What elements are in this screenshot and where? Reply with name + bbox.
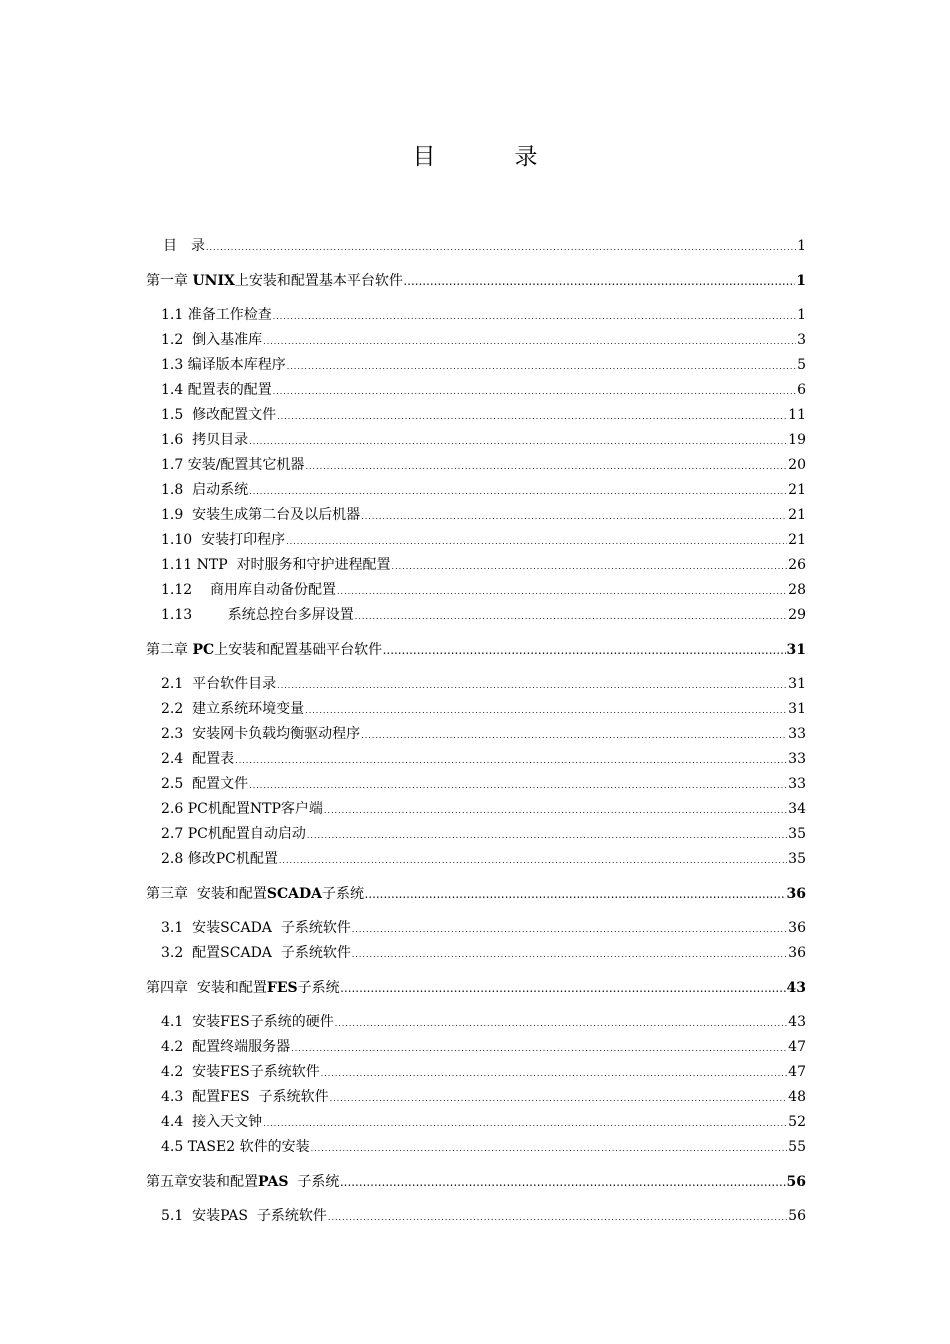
toc-page-number: 31 [788,676,806,692]
toc-page-number: 5 [797,357,806,373]
toc-leader-dots [287,354,796,379]
toc-leader-dots [328,1205,787,1230]
toc-entry[interactable] [146,722,806,747]
toc-entry-title-bold: FES [266,980,298,996]
toc-leader-dots [365,883,785,908]
toc-chapter-entry[interactable] [146,882,806,907]
toc-entry-title: 配置表 [192,751,235,767]
toc-entry-number: 1.10 [161,532,202,548]
toc-leader-dots [361,504,787,529]
toc-entry-number: 1.9 [161,507,193,523]
toc-entry-title-bold: SCADA [266,886,323,902]
toc-chapter-entry[interactable] [146,269,806,294]
toc-entry[interactable] [146,1204,806,1229]
toc-entry-title: 拷贝目录 [192,432,249,448]
toc-entry-number: 1.2 [161,332,193,348]
toc-entry[interactable] [146,478,806,503]
toc-entry-title-bold: PC [192,642,215,658]
toc-entry-title: 第五章安装和配置 [146,1174,258,1190]
toc-entry[interactable] [146,428,806,453]
toc-leader-dots [337,579,787,604]
toc-entry-title: 第三章 安装和配置 [146,886,267,902]
toc-entry-title: 第一章 [146,273,193,289]
toc-leader-dots [352,942,787,967]
toc-page-number: 11 [788,407,806,423]
toc-entry-title: NTP 对时服务和守护进程配置 [196,557,391,573]
toc-entry[interactable] [146,528,806,553]
toc-entry[interactable] [146,822,806,847]
toc-entry[interactable] [146,672,806,697]
toc-leader-dots [277,673,787,698]
toc-entry-title: 目 录 [163,238,205,254]
toc-entry-number: 3.2 [161,945,193,961]
toc-leader-dots [335,1011,787,1036]
toc-entry-number: 4.1 [161,1014,193,1030]
toc-page-number: 19 [788,432,806,448]
toc-page-number: 21 [788,482,806,498]
toc-entry-title: 接入天文钟 [192,1114,263,1130]
toc-entry-title: 配置文件 [192,776,249,792]
toc-entry-title: 配置SCADA 子系统软件 [192,945,351,961]
toc-entry[interactable] [146,328,806,353]
toc-page-number: 1 [797,307,806,323]
toc-chapter-entry[interactable] [146,638,806,663]
toc-entry-title-bold: UNIX [192,273,235,289]
toc-leader-dots [273,379,796,404]
toc-page-number: 56 [786,1174,806,1190]
toc-leader-dots [291,1036,787,1061]
toc-entry-title: PC机配置NTP客户端 [187,801,323,817]
toc-page-number: 29 [788,607,806,623]
toc-leader-dots [305,454,787,479]
toc-leader-dots [263,329,796,354]
toc-page-number: 20 [788,457,806,473]
toc-entry-title: 安装PAS 子系统软件 [192,1208,327,1224]
toc-page-number: 33 [788,726,806,742]
toc-entry-number: 2.2 [161,701,193,717]
toc-entry-title-bold: PAS [258,1174,289,1190]
toc-page-number: 52 [788,1114,806,1130]
toc-entry-number: 4.3 [161,1089,193,1105]
toc-entry-title-suffix: 子系统 [288,1174,340,1190]
toc-entry[interactable] [146,453,806,478]
toc-entry-number: 4.2 [161,1064,193,1080]
toc-entry-title: 倒入基准库 [192,332,263,348]
toc-entry[interactable] [146,234,806,259]
toc-leader-dots [305,698,787,723]
toc-leader-dots [361,723,787,748]
toc-entry[interactable] [146,1060,806,1085]
toc-leader-dots [330,1086,788,1111]
toc-entry[interactable] [146,353,806,378]
toc-leader-dots [286,529,787,554]
toc-page-number: 35 [788,826,806,842]
toc-leader-dots [341,977,786,1002]
toc-entry-number: 1.11 [161,557,197,573]
toc-page-number: 1 [797,238,806,254]
toc-entry[interactable] [146,1085,806,1110]
toc-page-number: 35 [788,851,806,867]
toc-page-number: 36 [788,945,806,961]
toc-leader-dots [249,479,787,504]
toc-entry-number: 4.4 [161,1114,193,1130]
toc-entry-number: 2.4 [161,751,193,767]
toc-leader-dots [355,604,787,629]
toc-entry-number: 3.1 [161,920,193,936]
toc-leader-dots [206,235,796,260]
toc-entry-title: 安装SCADA 子系统软件 [192,920,351,936]
toc-chapter-entry[interactable] [146,976,806,1001]
toc-page-number: 47 [788,1039,806,1055]
toc-entry-title: 建立系统环境变量 [192,701,305,717]
toc-entry-number: 1.5 [161,407,193,423]
toc-page-number: 56 [788,1208,806,1224]
page-title: 目 录 [412,144,566,170]
toc-entry-number: 1.4 [161,382,188,398]
toc-entry-title: 平台软件目录 [192,676,277,692]
table-of-contents [146,234,806,1229]
toc-entry-number: 1.7 [161,457,188,473]
toc-entry[interactable] [146,747,806,772]
toc-entry-title: 安装FES子系统的硬件 [192,1014,334,1030]
toc-entry[interactable] [146,797,806,822]
toc-leader-dots [235,748,787,773]
toc-leader-dots [340,1171,785,1196]
toc-entry[interactable] [146,941,806,966]
toc-entry-title-suffix: 子系统 [297,980,340,996]
toc-entry-number: 1.8 [161,482,193,498]
toc-entry-title: 系统总控台多屏设置 [227,607,354,623]
toc-entry-title: 第四章 安装和配置 [146,980,267,996]
toc-entry[interactable] [146,1010,806,1035]
toc-entry-number: 1.12 [161,582,210,598]
toc-entry-title-suffix: 上安装和配置基础平台软件 [214,642,383,658]
toc-entry-number: 1.6 [161,432,193,448]
toc-entry-number: 2.7 [161,826,188,842]
toc-entry[interactable] [146,916,806,941]
toc-entry-number: 2.8 [161,851,188,867]
toc-page-number: 43 [786,980,806,996]
toc-entry[interactable] [146,378,806,403]
toc-leader-dots [263,1111,787,1136]
toc-page-number: 21 [788,507,806,523]
toc-entry-title: 配置FES 子系统软件 [192,1089,329,1105]
toc-leader-dots [392,554,788,579]
toc-entry-title: 安装生成第二台及以后机器 [192,507,361,523]
toc-entry[interactable] [146,847,806,872]
toc-page-number: 47 [788,1064,806,1080]
toc-entry-title: TASE2 软件的安装 [187,1139,310,1155]
toc-leader-dots [324,798,787,823]
toc-entry-title: 第二章 [146,642,193,658]
toc-page-number: 3 [797,332,806,348]
toc-entry[interactable] [146,697,806,722]
toc-entry-number: 2.5 [161,776,193,792]
toc-entry[interactable] [146,578,806,603]
toc-page-number: 43 [788,1014,806,1030]
toc-leader-dots [383,639,785,664]
toc-chapter-entry[interactable] [146,1170,806,1195]
toc-entry-title: 安装FES子系统软件 [192,1064,320,1080]
toc-page-number: 31 [788,701,806,717]
toc-page-number: 21 [788,532,806,548]
toc-leader-dots [311,1136,788,1161]
toc-entry-title-suffix: 上安装和配置基本平台软件 [234,273,403,289]
toc-entry-title: PC机配置自动启动 [187,826,306,842]
toc-entry[interactable] [146,1035,806,1060]
toc-entry-title: 修改配置文件 [192,407,277,423]
toc-page-number: 36 [788,920,806,936]
toc-leader-dots [352,917,787,942]
toc-entry-number: 1.3 [161,357,188,373]
toc-page-number: 6 [797,382,806,398]
toc-leader-dots [273,304,796,329]
toc-leader-dots [277,404,787,429]
toc-page-number: 36 [786,886,806,902]
toc-leader-dots [321,1061,787,1086]
toc-page-number: 31 [786,642,806,658]
toc-entry-number: 4.5 [161,1139,188,1155]
toc-entry[interactable] [146,772,806,797]
toc-entry[interactable] [146,1135,806,1160]
toc-page-number: 33 [788,751,806,767]
toc-entry-title: 准备工作检查 [187,307,272,323]
toc-entry[interactable] [146,303,806,328]
toc-entry-title: 配置终端服务器 [192,1039,291,1055]
toc-entry[interactable] [146,403,806,428]
toc-entry[interactable] [146,603,806,628]
toc-entry[interactable] [146,503,806,528]
toc-entry-title: 启动系统 [192,482,249,498]
toc-entry-title: 修改PC机配置 [187,851,278,867]
toc-page-number: 26 [788,557,806,573]
toc-page-number: 33 [788,776,806,792]
toc-page-number: 28 [788,582,806,598]
toc-entry-number: 5.1 [161,1208,193,1224]
toc-entry-number: 1.13 [161,607,228,623]
toc-entry[interactable] [146,1110,806,1135]
toc-entry-title-suffix: 子系统 [322,886,365,902]
toc-entry-title: 安装/配置其它机器 [187,457,305,473]
toc-entry-title: 安装网卡负载均衡驱动程序 [192,726,361,742]
toc-leader-dots [307,823,787,848]
toc-entry-title: 编译版本库程序 [187,357,286,373]
toc-page-number: 55 [788,1139,806,1155]
toc-entry[interactable] [146,553,806,578]
toc-leader-dots [279,848,787,873]
toc-entry-title: 配置表的配置 [187,382,272,398]
toc-page-number: 1 [796,273,806,289]
toc-entry-title: 安装打印程序 [201,532,286,548]
toc-page-number: 48 [788,1089,806,1105]
toc-leader-dots [249,429,787,454]
toc-leader-dots [249,773,787,798]
toc-entry-title: 商用库自动备份配置 [209,582,336,598]
toc-page-number: 34 [788,801,806,817]
toc-entry-number: 2.3 [161,726,193,742]
toc-entry-number: 1.1 [161,307,188,323]
toc-entry-number: 2.6 [161,801,188,817]
toc-leader-dots [404,270,795,295]
toc-entry-number: 2.1 [161,676,193,692]
toc-entry-number: 4.2 [161,1039,193,1055]
